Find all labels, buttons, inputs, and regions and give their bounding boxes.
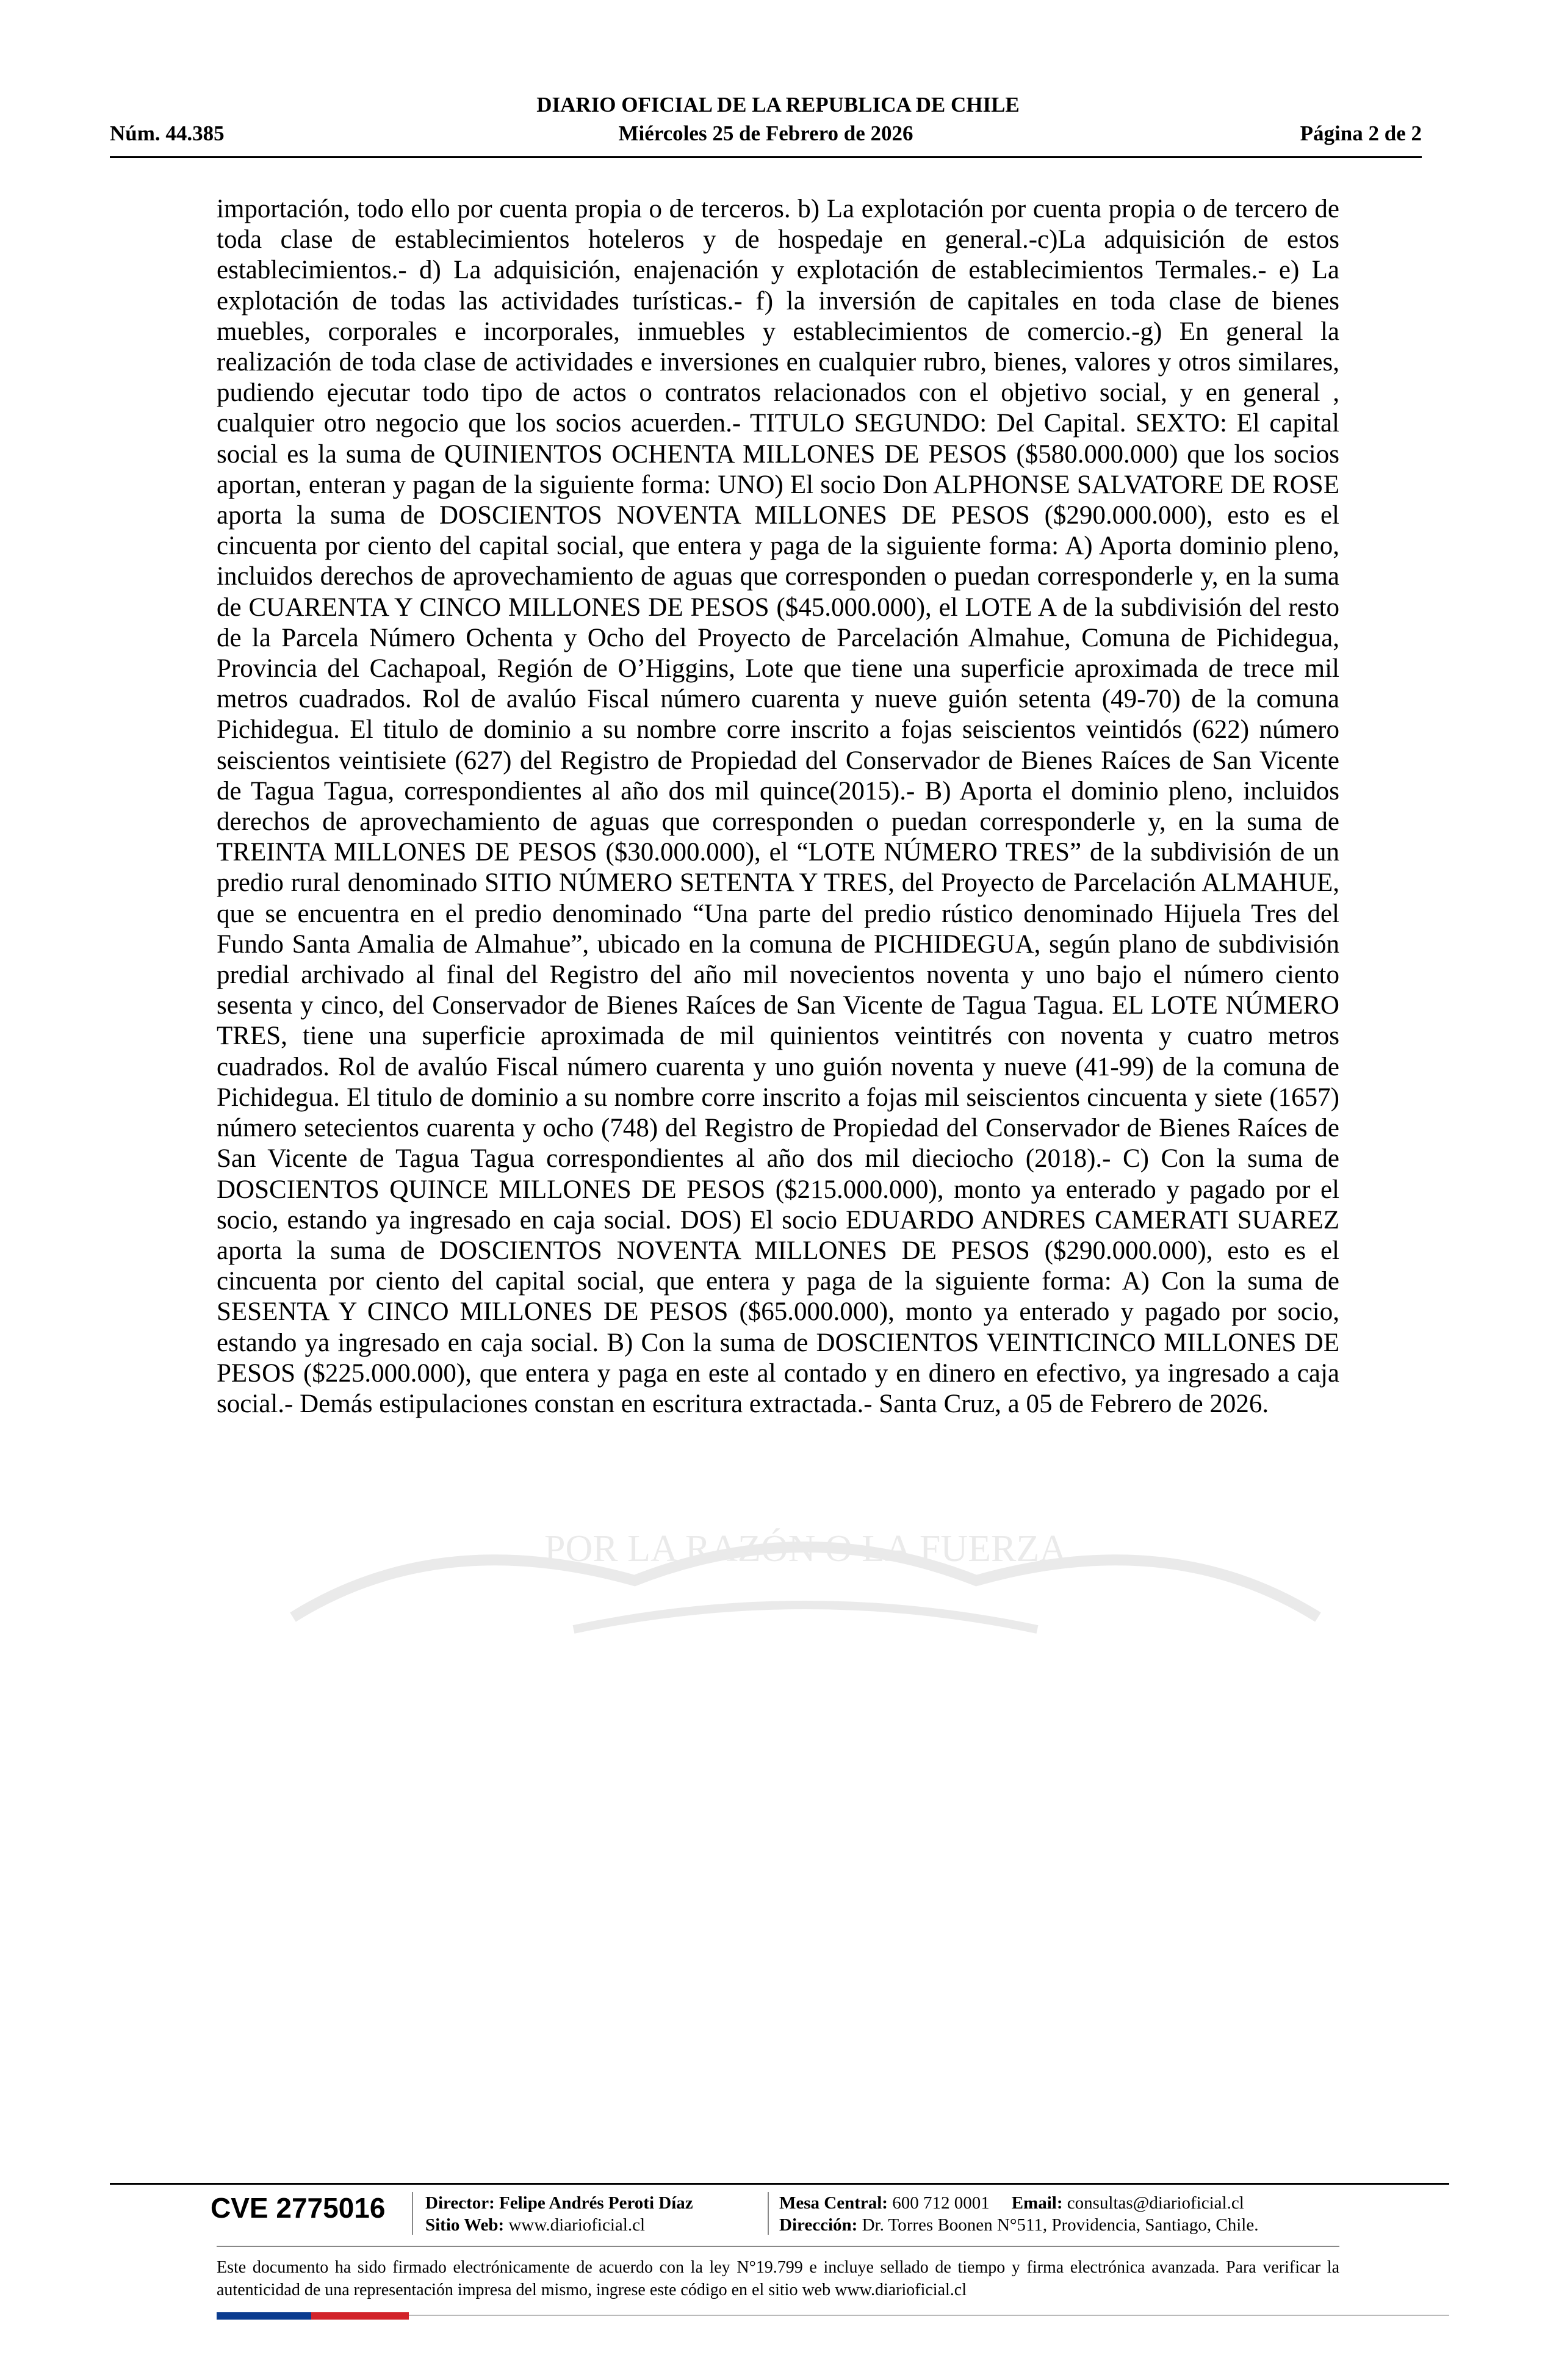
address-label: Dirección: (779, 2215, 858, 2235)
cve-code: CVE 2775016 (211, 2192, 386, 2224)
flag-red-segment (311, 2312, 409, 2320)
director-name: Felipe Andrés Peroti Díaz (499, 2193, 693, 2213)
director-label: Director: (425, 2193, 495, 2213)
website-link[interactable]: www.diarioficial.cl (508, 2215, 646, 2235)
address-line (779, 2214, 1258, 2236)
phone-label: Mesa Central: (779, 2193, 888, 2213)
footer-separator (768, 2192, 769, 2235)
publication-title: DIARIO OFICIAL DE LA REPUBLICA DE CHILE (536, 93, 1020, 117)
watermark-motto: POR LA RAZÓN O LA FUERZA (544, 1528, 1067, 1570)
phone-value: 600 712 0001 (892, 2193, 990, 2213)
header-divider (110, 156, 1422, 158)
footer-divider-mid (217, 2246, 1339, 2247)
footer-separator (412, 2192, 413, 2235)
footer-divider-bottom (409, 2315, 1449, 2316)
signature-notice: Este documento ha sido firmado electrónicamente de acuerdo con la ley N°19.799 e incluye sellado de tiempo y firma electrónica avanzada. Para verificar la autenticidad de una representación impresa del mismo, ingrese este código en el sitio web www.diarioficial.cl (217, 2258, 1339, 2299)
director-line (425, 2192, 693, 2214)
coat-of-arms-watermark (256, 1489, 1355, 1648)
website-line (425, 2214, 693, 2236)
website-label: Sitio Web: (425, 2215, 505, 2235)
flag-color-bar (217, 2312, 409, 2320)
email-label: Email: (1011, 2193, 1063, 2213)
contact-line (779, 2192, 1258, 2214)
footer-divider-top (110, 2183, 1449, 2185)
email-link[interactable]: consultas@diarioficial.cl (1067, 2193, 1244, 2213)
page-indicator: Página 2 de 2 (1300, 121, 1422, 145)
address-value: Dr. Torres Boonen N°511, Providencia, Santiago, Chile. (862, 2215, 1259, 2235)
issue-date: Miércoles 25 de Febrero de 2026 (618, 121, 913, 145)
header-info-row (110, 121, 1422, 150)
flag-blue-segment (217, 2312, 311, 2320)
extract-body-text: importación, todo ello por cuenta propia o de terceros. b) La explotación por cuenta propia o de tercero de toda clase de establecimientos hoteleros y de hospedaje en general.-c)La adquisición de estos establecimientos.- d) La adquisición, enajenación y explotación de establecimientos Termales.- e) La explotación de todas las actividades turísticas.- f) la inversión de capitales en toda clase de bienes muebles, corporales e incorporales, inmuebles y establecimientos de comercio.-g) En general la realización de toda clase de actividades e inversiones en cualquier rubro, bienes, valores y otros similares, pudiendo ejecutar todo tipo de actos o contratos relacionados con el objetivo social, y en general , cualquier otro negocio que los socios acuerden.- TITULO SEGUNDO: Del Capital. SEXTO: El capital social es la suma de QUINIENTOS OCHENTA MILLONES DE PESOS ($580.000.000) que los socios aportan, enteran y pagan de la siguiente forma: UNO) El socio Don ALPHONSE SALVATORE DE ROSE aporta la suma de DOSCIENTOS NOVENTA MILLONES DE PESOS ($290.000.000), esto es el cincuenta por ciento del capital social, que entera y paga de la siguiente forma: A) Aporta dominio pleno, incluidos derechos de aprovechamiento de aguas que corresponden o puedan corresponderle y, en la suma de CUARENTA Y CINCO MILLONES DE PESOS ($45.000.000), el LOTE A de la subdivisión del resto de la Parcela Número Ochenta y Ocho del Proyecto de Parcelación Almahue, Comuna de Pichidegua, Provincia del Cachapoal, Región de O’Higgins, Lote que tiene una superficie aproximada de trece mil metros cuadrados. Rol de avalúo Fiscal número cuarenta y nueve guión setenta (49-70) de la comuna Pichidegua. El titulo de dominio a su nombre corre inscrito a fojas seiscientos veintidós (622) número seiscientos veintisiete (627) del Registro de Propiedad del Conservador de Bienes Raíces de San Vicente de Tagua Tagua, correspondientes al año dos mil quince(2015).- B) Aporta el dominio pleno, incluidos derechos de aprovechamiento de aguas que corresponden o puedan corresponderle y, en la suma de TREINTA MILLONES DE PESOS ($30.000.000), el “LOTE NÚMERO TRES” de la subdivisión de un predio rural denominado SITIO NÚMERO SETENTA Y TRES, del Proyecto de Parcelación ALMAHUE, que se encuentra en el predio denominado “Una parte del predio rústico denominado Hijuela Tres del Fundo Santa Amalia de Almahue”, ubicado en la comuna de PICHIDEGUA, según plano de subdivisión predial archivado al final del Registro del año mil novecientos noventa y uno bajo el número ciento sesenta y cinco, del Conservador de Bienes Raíces de San Vicente de Tagua Tagua. EL LOTE NÚMERO TRES, tiene una superficie aproximada de mil quinientos veintitrés con noventa y cuatro metros cuadrados. Rol de avalúo Fiscal número cuarenta y uno guión noventa y nueve (41-99) de la comuna de Pichidegua. El titulo de dominio a su nombre corre inscrito a fojas mil seiscientos cincuenta y siete (1657) número setecientos cuarenta y ocho (748) del Registro de Propiedad del Conservador de Bienes Raíces de San Vicente de Tagua Tagua correspondientes al año dos mil dieciocho (2018).- C) Con la suma de DOSCIENTOS QUINCE MILLONES DE PESOS ($215.000.000), monto ya enterado y pagado por el socio, estando ya ingresado en caja social. DOS) El socio EDUARDO ANDRES CAMERATI SUAREZ aporta la suma de DOSCIENTOS NOVENTA MILLONES DE PESOS ($290.000.000), esto es el cincuenta por ciento del capital social, que entera y paga de la siguiente forma: A) Con la suma de SESENTA Y CINCO MILLONES DE PESOS ($65.000.000), monto ya enterado y pagado por socio, estando ya ingresado en caja social. B) Con la suma de DOSCIENTOS VEINTICINCO MILLONES DE PESOS ($225.000.000), que entera y paga en este al contado y en dinero en efectivo, ya ingresado a caja social.- Demás estipulaciones constan en escritura extractada.- Santa Cruz, a 05 de Febrero de 2026. (217, 195, 1339, 1418)
issue-number: Núm. 44.385 (110, 121, 225, 145)
footer-contact-block (779, 2192, 1258, 2236)
footer-director-block (425, 2192, 693, 2236)
